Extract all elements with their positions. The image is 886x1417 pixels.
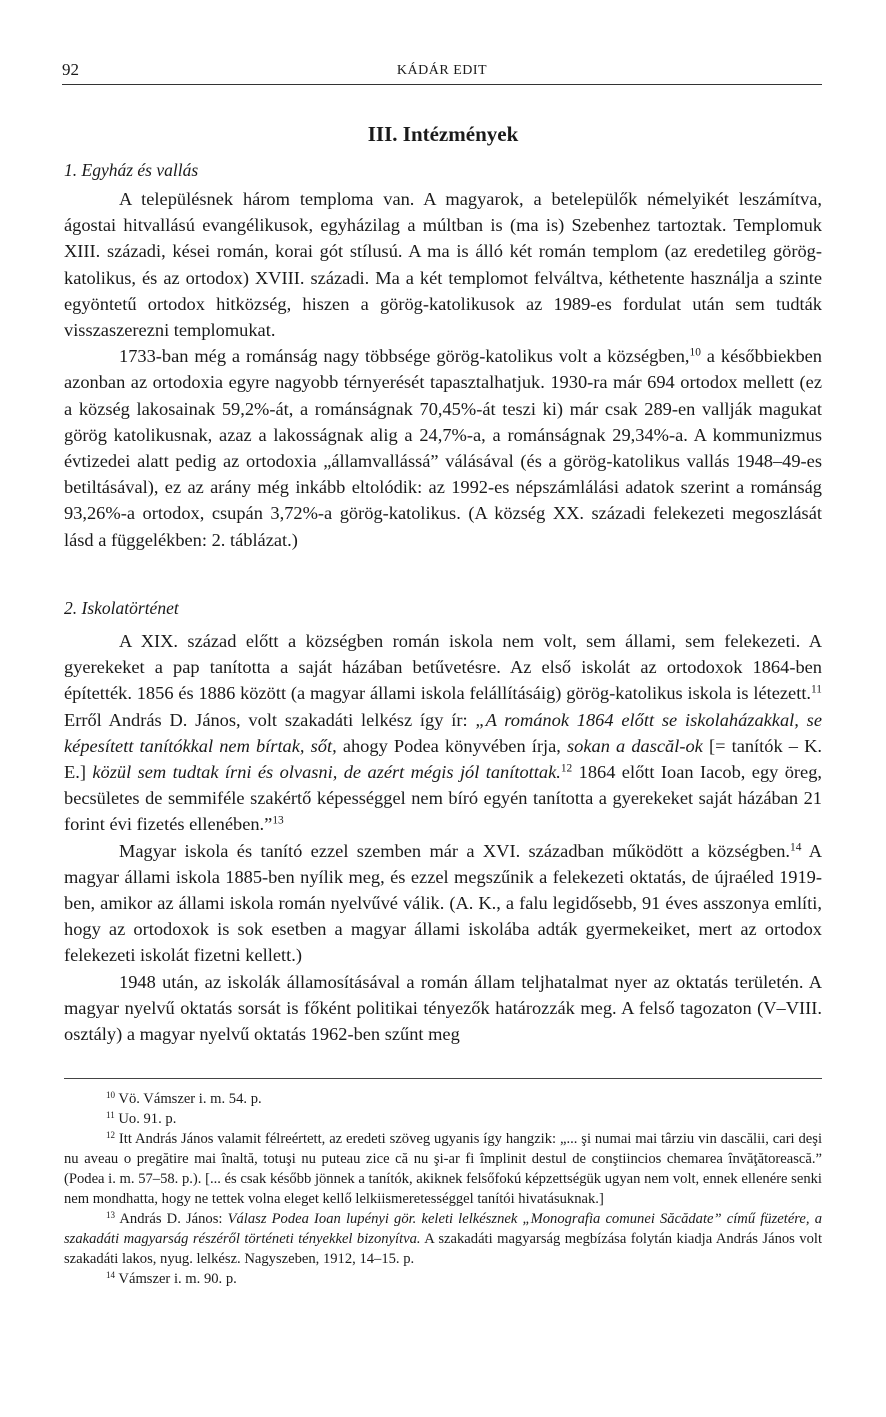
quote-text: 1864 előtt Ioan Iacob, egy öreg, becsületes de semmiféle szakértő képességgel nem bíró egyén tanította a gyerekeket saját házában 21 forint évi fizetés ellenében.”: [64, 762, 823, 835]
section-title-church: 1. Egyház és vallás: [64, 160, 199, 180]
footnote: [64, 1109, 822, 1129]
section-school-body: [64, 628, 822, 1047]
quote-italic: „A románok 1864 előtt se iskolaházakkal, se képesített tanítókkal nem bírtak, sőt,: [64, 709, 822, 756]
paragraph: Magyar iskola és tanító ezzel szemben már a XVI. században működött a községben.$^{14}$ A magyar állami iskola 1885-ben nyílik meg, és ezzel megszűnik a felekezeti oktatás, de újraéled 1919-ben, amikor az állami iskola román nyelvűvé válik. (A. K., a falu legidősebb, 91 éves asszonya említi, hogy az ortodoxok is sok esetben a magyar állami iskolába adták gyermekeiket, mert az ortodox felekezeti iskolát fizetni kellett.): [64, 840, 822, 966]
paragraph-with-quote: [64, 628, 822, 838]
quote-italic: közül sem tudtak írni és olvasni, de azért mégis jól tanítottak.: [92, 762, 561, 783]
footnotes: [64, 1078, 822, 1289]
paragraph: A településnek három temploma van. A magyarok, a betelepülők némelyikét leszámítva, ágostai hitvallású evangélikusok, egyházilag a múltban is (ma is) Szebenhez tartoztak. Templomuk XIII. századi, kései román, korai gót stílusú. A ma is álló két román templom (az eredetileg görög-katolikus, és az ortodox) XVIII. századi. Ma a két templomot felváltva, kéthetente használja a szinte egyöntetű ortodox hitközség, hiszen a görög-katolikusok az 1989-es fordulat után sem tudták visszaszerezni templomukat.: [64, 189, 822, 341]
footnote: [64, 1269, 822, 1289]
footnote-number: 12: [106, 1130, 116, 1141]
paragraph: 1733-ban még a románság nagy többsége görög-katolikus volt a községben,$^{10}$ a későbbiekben azonban az ortodoxia egyre nagyobb térnyerését tapasztalhatjuk. 1930-ra már 694 ortodox mellett (ez a község lakosainak 59,2%-át, a románságnak 70,45%-át teszi ki) már csak 289-en vallják magukat görög katolikusnak, azaz a lakosságnak alig a 24,7%-a, a románságnak 29,34%-a. A kommunizmus évtizedei alatt pedig az ortodoxia „államvallássá” válásával (és a görög-katolikus vallás 1948–49-es betiltásával), ez az arány még inkább eltolódik: az 1992-es népszámlálási adatok szerint a románság 93,26%-a ortodox, csupán 3,72%-a görög-katolikus. (A község XX. századi felekezeti megoszlását lásd a függelékben: 2. táblázat.): [64, 346, 823, 550]
running-head: [62, 60, 822, 85]
running-head-author: KÁDÁR EDIT: [396, 63, 488, 78]
footnote: [64, 1089, 822, 1109]
footnote-ref: 13: [272, 815, 284, 828]
footnote-text: András D. János:: [115, 1211, 228, 1227]
footnote-text: Itt András János valamit félreértett, az eredeti szöveg ugyanis így hangzik: „... şi numai mai târziu vin dascălii, cari deşi nu aveau o pregătire mai înaltă, totuşi nu puteau zice că nu şi-ar fi împlinit destul de conştiincios chemarea învăţătorească.” (Podea i. m. 57–58. p.). [... és csak később jönnek a tanítók, akiknek felsőfokú képzettségük ugyan nem volt, ennek ellenére senki nem mondhatta, hogy ne tettek volna eleget kellő lelkiismeretességgel tanítói hivatásuknak.]: [64, 1131, 822, 1207]
footnote-text: A szakadáti magyarság megbízása folytán kiadja András János volt szakadáti lakos, nyug. lelkész. Nagyszeben, 1912, 14–15. p.: [64, 1231, 822, 1267]
quote-text: [= tanítók – K. E.]: [64, 735, 822, 783]
section-church-body: [64, 186, 822, 553]
footnote-number: 10: [106, 1090, 116, 1101]
footnote: [64, 1209, 822, 1269]
footnote-number: 13: [106, 1210, 116, 1221]
footnote-ref: 11: [811, 684, 822, 697]
section-title-school-history: 2. Iskolatörténet: [64, 598, 179, 618]
footnote-italic-title: Válasz Podea Ioan lupényi gör. keleti lelkésznek „Monografia comunei Săcădate” című füzetére, a szakadáti magyarság részéről történeti tényekkel bizonyítva.: [64, 1211, 822, 1247]
quote-italic: sokan a dascăl-ok: [567, 735, 703, 756]
quote-text: ahogy Podea könyvében írja,: [336, 735, 567, 756]
footnote-text: Uo. 91. p.: [114, 1111, 177, 1127]
footnote-ref: 10: [689, 346, 701, 359]
page-number: 92: [62, 60, 79, 79]
footnote-ref: 12: [560, 762, 573, 775]
chapter-title: III. Intézmények: [367, 122, 519, 146]
footnote-number: 14: [106, 1270, 116, 1281]
footnote-text: Vö. Vámszer i. m. 54. p.: [115, 1091, 262, 1107]
paragraph: 1948 után, az iskolák államosításával a román állam teljhatalmat nyer az oktatás területén. A magyar nyelvű oktatás sorsát is főként politikai tényezők határozzák meg. A felső tagozaton (V–VIII. osztály) a magyar nyelvű oktatás 1962-ben szűnt meg: [64, 971, 822, 1045]
paragraph-text: A XIX. század előtt a községben román iskola nem volt, sem állami, sem felekezeti. A gyerekeket a pap tanította a saját házában betűvetésre. Az első iskolát az ortodoxok 1864-ben építették. 1856 és 1886 között (a magyar állami iskola felállításáig) görög-katolikus iskola is létezett.$^{11}$ Erről András D. János, volt szakadáti lelkész így ír:: [64, 631, 822, 730]
footnote-number: 11: [106, 1110, 115, 1121]
footnote-ref: 14: [790, 841, 802, 854]
footnote: [64, 1129, 822, 1209]
footnote-text: Vámszer i. m. 90. p.: [115, 1271, 237, 1287]
